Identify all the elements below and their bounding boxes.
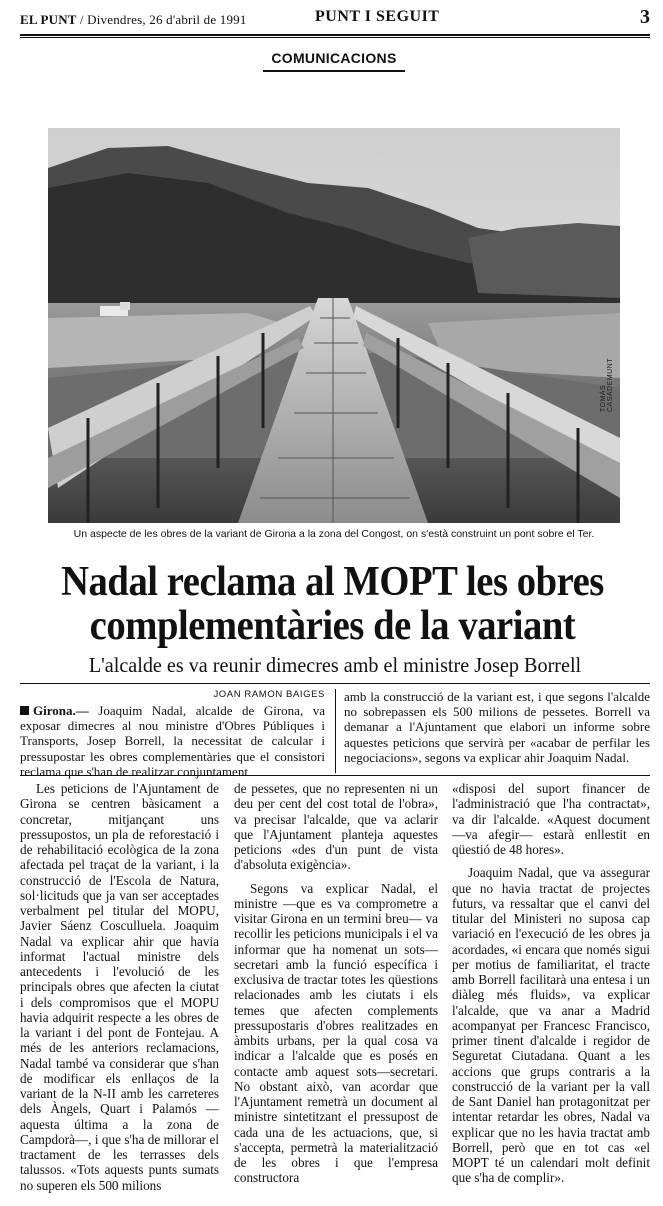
news-photo <box>48 128 620 523</box>
photo-credit: TOMÀS CASADEMUNT <box>600 357 614 412</box>
lead-divider <box>335 689 336 773</box>
paragraph: Segons va explicar Nadal, el ministre —que es va comprometre a visitar Girona en un termini breu— va recollir les peticions municipals i el va informar que ha nomenat un sots—secretari amb la funció específica i exclusiva de tractar totes les qüestions relacionades amb les ciutats i els temes que afecten complements pressupostaris d'obres realitzades en àmbits urbans, per la qual cosa va indicar a l'alcalde que es posés en contacte amb aquest sots—secretari. No obstant això, van acordar que l'Ajuntament remetrà un document al ministre sintetitzant el pressupost de cada una de les actuacions, que, si s'accepta, permetrà la materialització de les obres i que l'empresa constructora <box>234 880 438 1186</box>
body-column-3 <box>452 781 650 1186</box>
headline-line-2: complementàries de la variant <box>89 603 576 649</box>
section-title: PUNT I SEGUIT <box>315 8 440 25</box>
paragraph: de pessetes, que no representen ni un deu per cent del cost total de l'obra», va precisar l'alcalde, que va aclarir que l'Ajuntament planteja aquestes peticions «des d'un punt de vista d'absoluta exigència». <box>234 781 438 873</box>
headline <box>36 560 629 648</box>
lead-rule <box>20 775 650 776</box>
page-header <box>20 6 650 32</box>
paragraph: Joaquim Nadal, que va assegurar que no havia tractat de projectes futurs, va ressaltar que el canvi del titular del Ministeri no suposa cap variació en l'execució de les obres ja acordades, «i encara que només sigui per motius de familiaritat, el tracte amb Borrell facilitarà una entesa i un diàleg més fluids», va explicar l'alcalde, que va anar a Madrid acompanyat per Francesc Francisco, primer tinent d'alcalde i regidor de Seguretat Ciutadana. Quant a les accions que grups contraris a la construcció de la variant per la vall de Sant Daniel han protagonitzat per intentar retardar les obres, Nadal va explicar que no les havia tractat amb Borrell, però que en tot cas «el MOPT té un calendari molt definit que s'ha de complir». <box>452 865 650 1186</box>
lead-paragraph-part-2: amb la construcció de la variant est, i que segons l'alcalde no sobrepassen els 500 milions de pessetes. Borrell va demanar a l'Ajuntament que elabori un informe sobre aquestes peticions que servirà per «acabar de perfilar les negociacions», segons va explicar ahir Joaquim Nadal. <box>344 689 650 765</box>
lead-text-1: Joaquim Nadal, alcalde de Girona, va exposar dimecres al nou ministre d'Obres Públiques i Transports, Josep Borrell, la necessitat de calcular i pressupostar les obres complementàries que el consistori reclama que s'han de realitzar conjuntament <box>20 703 326 779</box>
lead-paragraph-part-1 <box>20 703 325 779</box>
header-rule-thin <box>20 37 650 38</box>
section-kicker: COMUNICACIONS <box>263 50 405 72</box>
paper-name: EL PUNT <box>20 12 77 27</box>
byline: JOAN RAMON BAIGES <box>213 689 325 700</box>
issue-date: / Divendres, 26 d'abril de 1991 <box>79 12 247 27</box>
header-rule <box>20 34 650 36</box>
square-bullet-icon <box>20 706 29 715</box>
dateline: Girona.— <box>33 703 89 718</box>
photo-caption: Un aspecte de les obres de la variant de Girona a la zona del Congost, on s'està construint un pont sobre el Ter. <box>73 528 595 540</box>
headline-line-1: Nadal reclama al MOPT les obres <box>61 559 604 605</box>
masthead <box>20 12 247 28</box>
paragraph: «disposi del suport financer de l'administració que l'ha contractat», va dir l'alcalde. «Aquest document —va afegir— estarà enllestit en qüestió de 48 hores». <box>452 781 650 857</box>
body-column-1 <box>20 781 219 1193</box>
body-column-2 <box>234 781 438 1186</box>
paragraph: Les peticions de l'Ajuntament de Girona se centren bàsicament a concretar, mitjançant uns pressupostos, un pla de reforestació i de rehabilitació ecològica de la zona afectada pel traçat de la variant, i la construcció de l'Escola de Natura, sol·licituds que ja van ser acceptades verbalment pel titular del MOPU, Javier Sáenz Cosculluela. Joaquim Nadal va explicar ahir que havia informat l'actual ministre dels antecedents i l'evolució de les principals obres que afecten la ciutat i dels compromisos que el MOPU havia adquirit respecte a les obres de la variant i del pont de Fontejau. A més de les anteriors reclamacions, Nadal també va considerar que s'han de modificar els enllaços de la variant de la N-II amb les carreteres dels Àngels, Quart i Palamós —aquesta última a la zona de Campdorà—, i que s'ha de millorar el tractament de les terrasses dels talussos. «Tots aquests punts sumats no superen els 500 milions <box>20 781 219 1193</box>
subheadline: L'alcalde es va reunir dimecres amb el ministre Josep Borrell <box>88 653 582 677</box>
page-number: 3 <box>640 6 650 28</box>
subhead-rule <box>20 683 650 684</box>
